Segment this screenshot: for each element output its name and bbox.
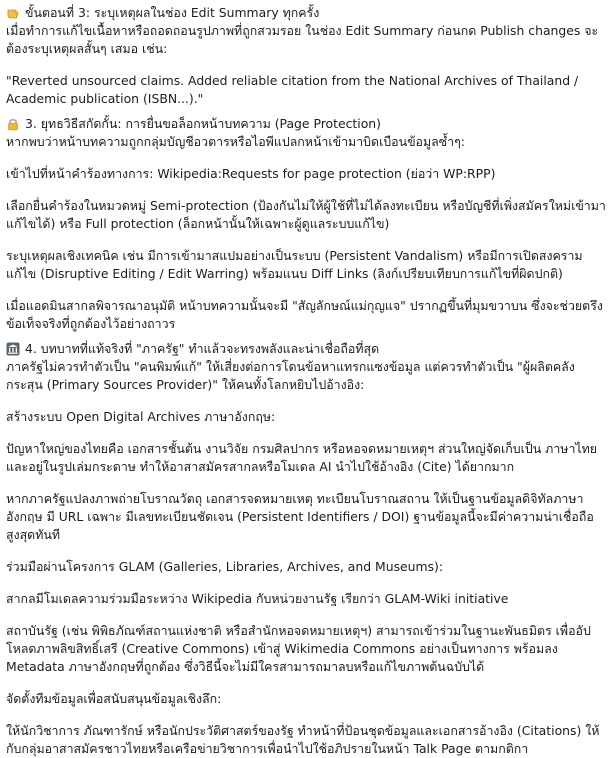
pointing-hand-icon	[6, 6, 20, 20]
section3-p3: ระบุเหตุผลเชิงเทคนิค เช่น มีการเข้ามาสแปมอย่างเป็นระบบ (Persistent Vandalism) หรือมีการเปิดสงครามแก้ไข (Disruptive Editing / Edit Warring) พร้อมแนบ Diff Links (ลิงก์เปรียบเทียบการแก้ไขที่ผิดปกติ)	[6, 248, 583, 281]
step3-body: เมื่อทำการแก้ไขเนื้อหาหรือถอดถอนรูปภาพที่ถูกสวมรอย ในช่อง Edit Summary ก่อนกด Publish changes จะต้องระบุเหตุผลสั้นๆ เสมอ เช่น:	[6, 23, 599, 56]
section4-sub3-p1: ให้นักวิชาการ ภัณฑารักษ์ หรือนักประวัติศาสตร์ของรัฐ ทำหน้าที่ป้อนชุดข้อมูลและเอกสารอ้างอิง (Citations) ให้กับกลุ่มอาสาสมัครชาวไทยหรือเครือข่ายวิชาการเพื่อนำไปใช้อภิปรายในหน้า Talk Page ตามกติกา	[6, 723, 600, 756]
section3-p4: เมื่อแอดมินสากลพิจารณาอนุมัติ หน้าบทความนั้นจะมี "สัญลักษณ์แม่กุญแจ" ปรากฏขึ้นที่มุมขวาบน ซึ่งจะช่วยตรึงข้อเท็จจริงที่ถูกต้องไว้อย่างถาวร	[6, 298, 603, 331]
section4-heading-row	[6, 340, 609, 358]
step3-heading-row	[6, 4, 609, 22]
section3-p2: เลือกยื่นคำร้องในหมวดหมู่ Semi-protection (ป้องกันไม่ให้ผู้ใช้ที่ไม่ได้ลงทะเบียน หรือบัญชีที่เพิ่งสมัครใหม่เข้ามาแก้ไขได้) หรือ Full protection (ล็อกหน้านั้นให้เฉพาะผู้ดูแลระบบแก้ไข)	[6, 198, 606, 231]
section3-heading: 3. ยุทธวิธีสกัดกั้น: การยื่นขอล็อกหน้าบทความ (Page Protection)	[25, 116, 381, 131]
section4-sub1-p2: หากภาครัฐแปลงภาพถ่ายโบราณวัตถุ เอกสารจดหมายเหตุ ทะเบียนโบราณสถาน ให้เป็นฐานข้อมูลดิจิทัลภาษาอังกฤษ มี URL เฉพาะ มีเลขทะเบียนชัดเจน (Persistent Identifiers / DOI) ฐานข้อมูลนี้จะมีค่าความน่าเชื่อถือสูงสุดทันที	[6, 491, 594, 542]
section3-heading-row	[6, 115, 609, 133]
section3-p1: เข้าไปที่หน้าคำร้องทางการ: Wikipedia:Requests for page protection (ย่อว่า WP:RPP)	[6, 166, 496, 181]
step3-heading: ขั้นตอนที่ 3: ระบุเหตุผลในช่อง Edit Summary ทุกครั้ง	[25, 5, 320, 20]
section4-heading: 4. บทบาทที่แท้จริงที่ "ภาครัฐ" ทำแล้วจะทรงพลังและน่าเชื่อถือที่สุด	[25, 341, 380, 356]
document	[6, 4, 609, 758]
section4-sub1-p1: ปัญหาใหญ่ของไทยคือ เอกสารชั้นต้น งานวิจัย กรมศิลปากร หรือหอจดหมายเหตุฯ ส่วนใหญ่จัดเก็บเป็น ภาษาไทย และอยู่ในรูปเล่มกระดาษ ทำให้อาสาสมัครสากลหรือโมเดล AI นำไปใช้อ้างอิง (Cite) ได้ยากมาก	[6, 441, 598, 474]
section4-intro: ภาครัฐไม่ควรทำตัวเป็น "คนพิมพ์แก้" ให้เสี่ยงต่อการโดนข้อหาแทรกแซงข้อมูล แต่ควรทำตัวเป็น "ผู้ผลิตคลังกระสุน (Primary Sources Provider)" ให้คนทั้งโลกหยิบไปอ้างอิง:	[6, 359, 575, 392]
section4-sub2-title: ร่วมมือผ่านโครงการ GLAM (Galleries, Libraries, Archives, and Museums):	[6, 559, 444, 574]
section3-intro: หากพบว่าหน้าบทความถูกกลุ่มบัญชีอวตารหรือไอพีแปลกหน้าเข้ามาบิดเบือนข้อมูลซ้ำๆ:	[6, 134, 465, 149]
section4-sub1-title: สร้างระบบ Open Digital Archives ภาษาอังกฤษ:	[6, 409, 276, 424]
museum-icon	[6, 342, 20, 356]
step3-example: "Reverted unsourced claims. Added reliable citation from the National Archives of Thailand / Academic publication (ISBN...)."	[6, 73, 579, 106]
lock-icon	[6, 117, 20, 131]
section4-sub3-title: จัดตั้งทีมข้อมูลเพื่อสนับสนุนข้อมูลเชิงลึก:	[6, 691, 222, 706]
section4-sub2-p2: สถาบันรัฐ (เช่น พิพิธภัณฑ์สถานแห่งชาติ หรือสำนักหอจดหมายเหตุฯ) สามารถเข้าร่วมในฐานะพันธมิตร เพื่ออัปโหลดภาพลิขสิทธิ์เสรี (Creative Commons) เข้าสู่ Wikimedia Commons อย่างเป็นทางการ พร้อมลง Metadata ภาษาอังกฤษที่ถูกต้อง ซึ่งวิธีนี้จะไม่มีใครสามารถมาลบหรือแก้ไขภาพต้นฉบับได้	[6, 623, 591, 674]
section4-sub2-p1: สากลมีโมเดลความร่วมมือระหว่าง Wikipedia กับหน่วยงานรัฐ เรียกว่า GLAM-Wiki initiative	[6, 591, 509, 606]
